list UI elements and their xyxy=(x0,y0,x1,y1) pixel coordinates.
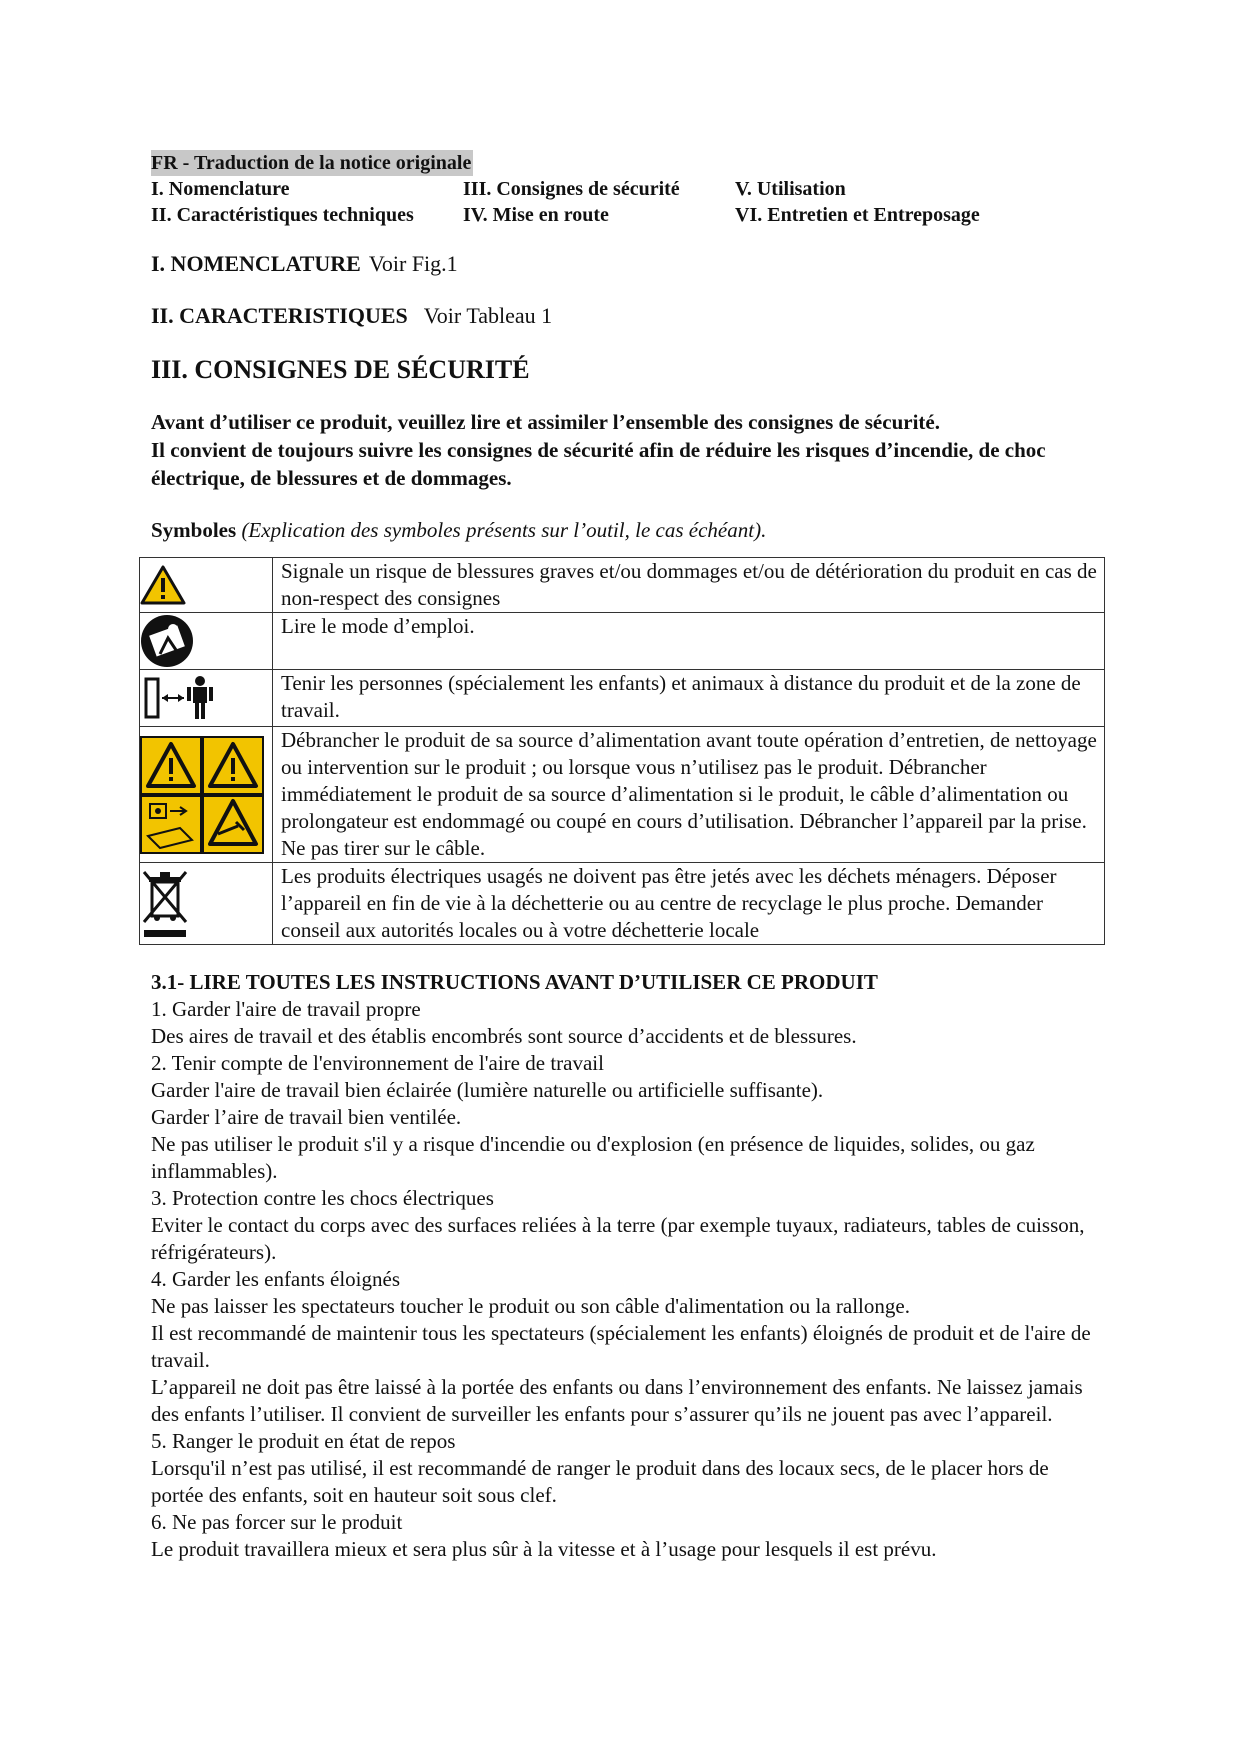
toc-item: III. Consignes de sécurité xyxy=(463,178,680,200)
symbol-description: Lire le mode d’emploi. xyxy=(273,613,1105,670)
list-item: Garder l'aire de travail bien éclairée (lumière naturelle ou artificielle suffisante). xyxy=(151,1078,824,1102)
symbol-description: Tenir les personnes (spécialement les enfants) et animaux à distance du produit et de la zone de travail. xyxy=(273,670,1105,727)
warning-triangle-icon xyxy=(140,558,273,613)
symbols-title: Symboles (Explication des symboles présents sur l’outil, le cas échéant). xyxy=(151,518,767,542)
table-row xyxy=(140,727,1105,863)
table-row xyxy=(140,558,1105,613)
list-item: Eviter le contact du corps avec des surfaces reliées à la terre (par exemple tuyaux, radiateurs, tables de cuisson, réfrigérateurs). xyxy=(151,1213,1085,1264)
list-item: 6. Ne pas forcer sur le produit xyxy=(151,1510,403,1534)
list-item: 4. Garder les enfants éloignés xyxy=(151,1267,400,1291)
list-item: Garder l’aire de travail bien ventilée. xyxy=(151,1105,462,1129)
list-item: 3. Protection contre les chocs électriques xyxy=(151,1186,494,1210)
list-item: Lorsqu'il n’est pas utilisé, il est recommandé de ranger le produit dans des locaux secs, de le placer hors de portée des enfants, soit en hauteur soit sous clef. xyxy=(151,1456,1049,1507)
list-item: Le produit travaillera mieux et sera plus sûr à la vitesse et à l’usage pour lesquels il est prévu. xyxy=(151,1537,937,1561)
weee-bin-icon xyxy=(140,863,273,945)
table-of-contents xyxy=(151,176,1106,228)
toc-item: I. Nomenclature xyxy=(151,178,290,200)
symbol-description: Débrancher le produit de sa source d’alimentation avant toute opération d’entretien, de nettoyage ou intervention sur le produit ; ou lorsque vous n’utilisez pas le produit. Débrancher immédiatement le produit de sa source d’alimentation si le produit, le câble d’alimentation ou prolongateur est endommagé ou coupé en cours d’utilisation. Débrancher l’appareil par la prise. Ne pas tirer sur le câble. xyxy=(273,727,1105,863)
safety-heading: III. CONSIGNES DE SÉCURITÉ xyxy=(151,355,530,384)
keep-distance-icon xyxy=(140,670,273,727)
section-3-1-title: 3.1- LIRE TOUTES LES INSTRUCTIONS AVANT D’UTILISER CE PRODUIT xyxy=(151,970,878,994)
symbol-description: Signale un risque de blessures graves et/ou dommages et/ou de détérioration du produit en cas de non-respect des consignes xyxy=(273,558,1105,613)
section-nomenclature: I. NOMENCLATURE Voir Fig.1 xyxy=(151,251,458,276)
section-caracteristiques: II. CARACTERISTIQUES Voir Tableau 1 xyxy=(151,303,553,328)
toc-item: V. Utilisation xyxy=(735,178,846,200)
toc-item: IV. Mise en route xyxy=(463,204,609,226)
document-page xyxy=(151,150,1106,543)
section-3-1-body xyxy=(151,996,1101,1563)
symbol-description: Les produits électriques usagés ne doivent pas être jetés avec les déchets ménagers. Déposer l’appareil en fin de vie à la déchetterie ou au centre de recyclage le plus proche. Demander conseil aux autorités locales ou à votre déchetterie locale xyxy=(273,863,1105,945)
header-title: FR - Traduction de la notice originale xyxy=(151,152,472,174)
list-item: L’appareil ne doit pas être laissé à la portée des enfants ou dans l’environnement des enfants. Ne laissez jamais des enfants l’utiliser. Il convient de surveiller les enfants pour s’assurer qu’ils ne jouent pas avec l’appareil. xyxy=(151,1375,1083,1426)
section-3-1 xyxy=(151,969,1101,1563)
list-item: 5. Ranger le produit en état de repos xyxy=(151,1429,456,1453)
list-item: Ne pas utiliser le produit s'il y a risque d'incendie ou d'explosion (en présence de liquides, solides, ou gaz inflammables). xyxy=(151,1132,1035,1183)
toc-item: VI. Entretien et Entreposage xyxy=(735,204,980,226)
table-row xyxy=(140,670,1105,727)
safety-intro: Avant d’utiliser ce produit, veuillez lire et assimiler l’ensemble des consignes de sécurité. Il convient de toujours suivre les consignes de sécurité afin de réduire les risques d’incendie, de choc électrique, de blessures et de dommages. xyxy=(151,410,1046,490)
table-row xyxy=(140,613,1105,670)
list-item: Ne pas laisser les spectateurs toucher le produit ou son câble d'alimentation ou la rallonge. xyxy=(151,1294,910,1318)
table-row xyxy=(140,863,1105,945)
list-item: Il est recommandé de maintenir tous les spectateurs (spécialement les enfants) éloignés de produit et de l'aire de travail. xyxy=(151,1321,1091,1372)
list-item: 1. Garder l'aire de travail propre xyxy=(151,997,421,1021)
list-item: Des aires de travail et des établis encombrés sont source d’accidents et de blessures. xyxy=(151,1024,857,1048)
read-manual-icon xyxy=(140,613,273,670)
unplug-warning-icon xyxy=(140,727,273,863)
symbols-table xyxy=(139,557,1105,945)
list-item: 2. Tenir compte de l'environnement de l'aire de travail xyxy=(151,1051,604,1075)
toc-item: II. Caractéristiques techniques xyxy=(151,204,414,226)
